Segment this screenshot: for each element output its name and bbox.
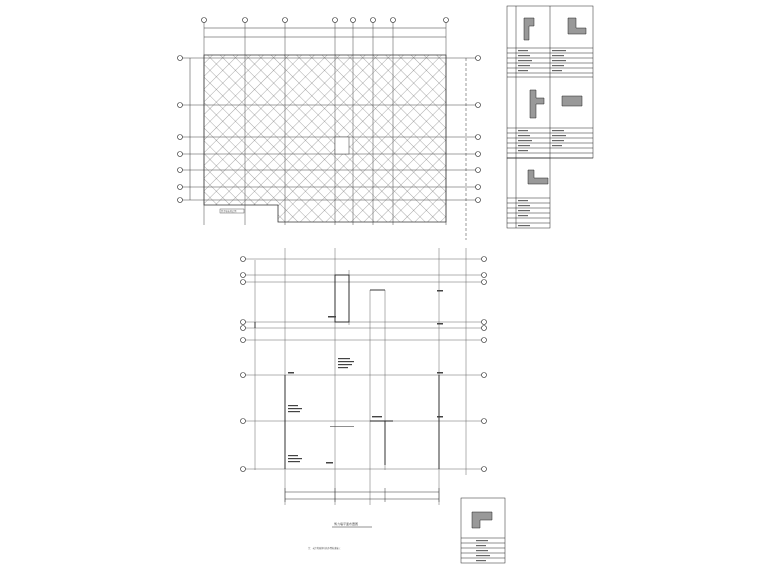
upper-plan bbox=[178, 18, 481, 241]
bottom-detail-table bbox=[461, 498, 505, 563]
lower-plan bbox=[241, 248, 487, 550]
plan-note: 注：未注明墙体均按本图标准施工 bbox=[308, 547, 341, 550]
plan-title: 剪力墙平面布置图 bbox=[334, 522, 359, 526]
hatched-wall-area bbox=[204, 55, 446, 222]
column-section-shapes bbox=[524, 18, 586, 184]
hatched-area-note: 剪力墙布置范围 bbox=[221, 210, 237, 213]
detail-table-panel bbox=[507, 6, 593, 228]
